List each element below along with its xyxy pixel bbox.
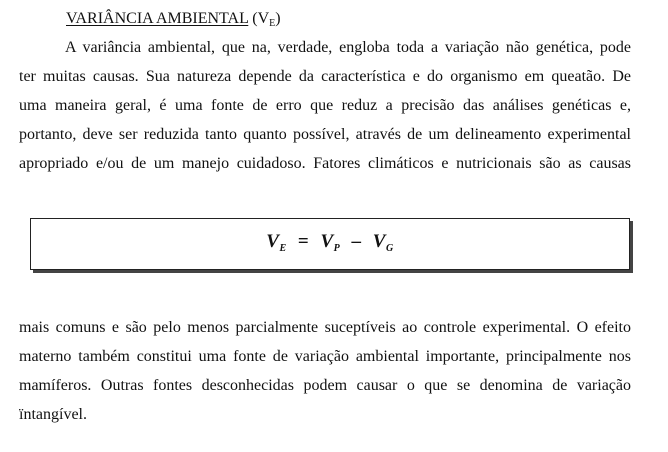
paragraph-2-line-1: mais comuns e são pelo menos parcialmente suceptíveis ao controle experimental. O efeito — [19, 319, 631, 336]
section-symbol-subscript: E — [269, 18, 276, 29]
formula-lhs-sub: E — [279, 243, 287, 254]
formula-lhs: V — [266, 231, 280, 252]
formula-term2-sub: G — [385, 243, 394, 254]
formula-term2: V — [372, 231, 386, 252]
paragraph-2-line-3: mamíferos. Outras fontes desconhecidas podem causar o que se denomina de variação — [19, 377, 631, 394]
section-symbol-open: (V — [252, 10, 270, 27]
section-title: VARIÂNCIA AMBIENTAL — [66, 10, 249, 27]
paragraph-2-line-2: materno também constitui uma fonte de variação ambiental importante, principalmente nos — [19, 348, 631, 365]
section-heading — [66, 8, 281, 30]
section-symbol-close: ) — [275, 10, 281, 27]
paragraph-1-line-1: A variância ambiental, que na, verdade, engloba toda a variação não genética, pode — [65, 39, 631, 56]
paragraph-1-line-3: uma maneira geral, é uma fonte de erro que reduz a precisão das análises genéticas e, — [19, 97, 631, 114]
paragraph-1-line-5: apropriado e/ou de um manejo cuidadoso. Fatores climáticos e nutricionais são as causas — [19, 155, 631, 172]
formula-term1: V — [320, 231, 334, 252]
paragraph-1-line-4: portanto, deve ser reduzida tanto quanto possível, através de um delineamento experimental — [19, 126, 631, 143]
paragraph-1 — [19, 33, 631, 178]
formula-minus: – — [351, 231, 362, 252]
formula-term1-sub: P — [333, 243, 341, 254]
paragraph-2 — [19, 313, 631, 429]
formula — [31, 231, 629, 253]
section-symbol — [252, 10, 280, 27]
paragraph-1-line-2: ter muitas causas. Sua natureza depende da característica e do organismo em queatão. De — [19, 68, 631, 85]
formula-box — [30, 218, 630, 270]
formula-equals: = — [297, 231, 310, 252]
paragraph-2-line-4: ïntangível. — [19, 406, 87, 423]
